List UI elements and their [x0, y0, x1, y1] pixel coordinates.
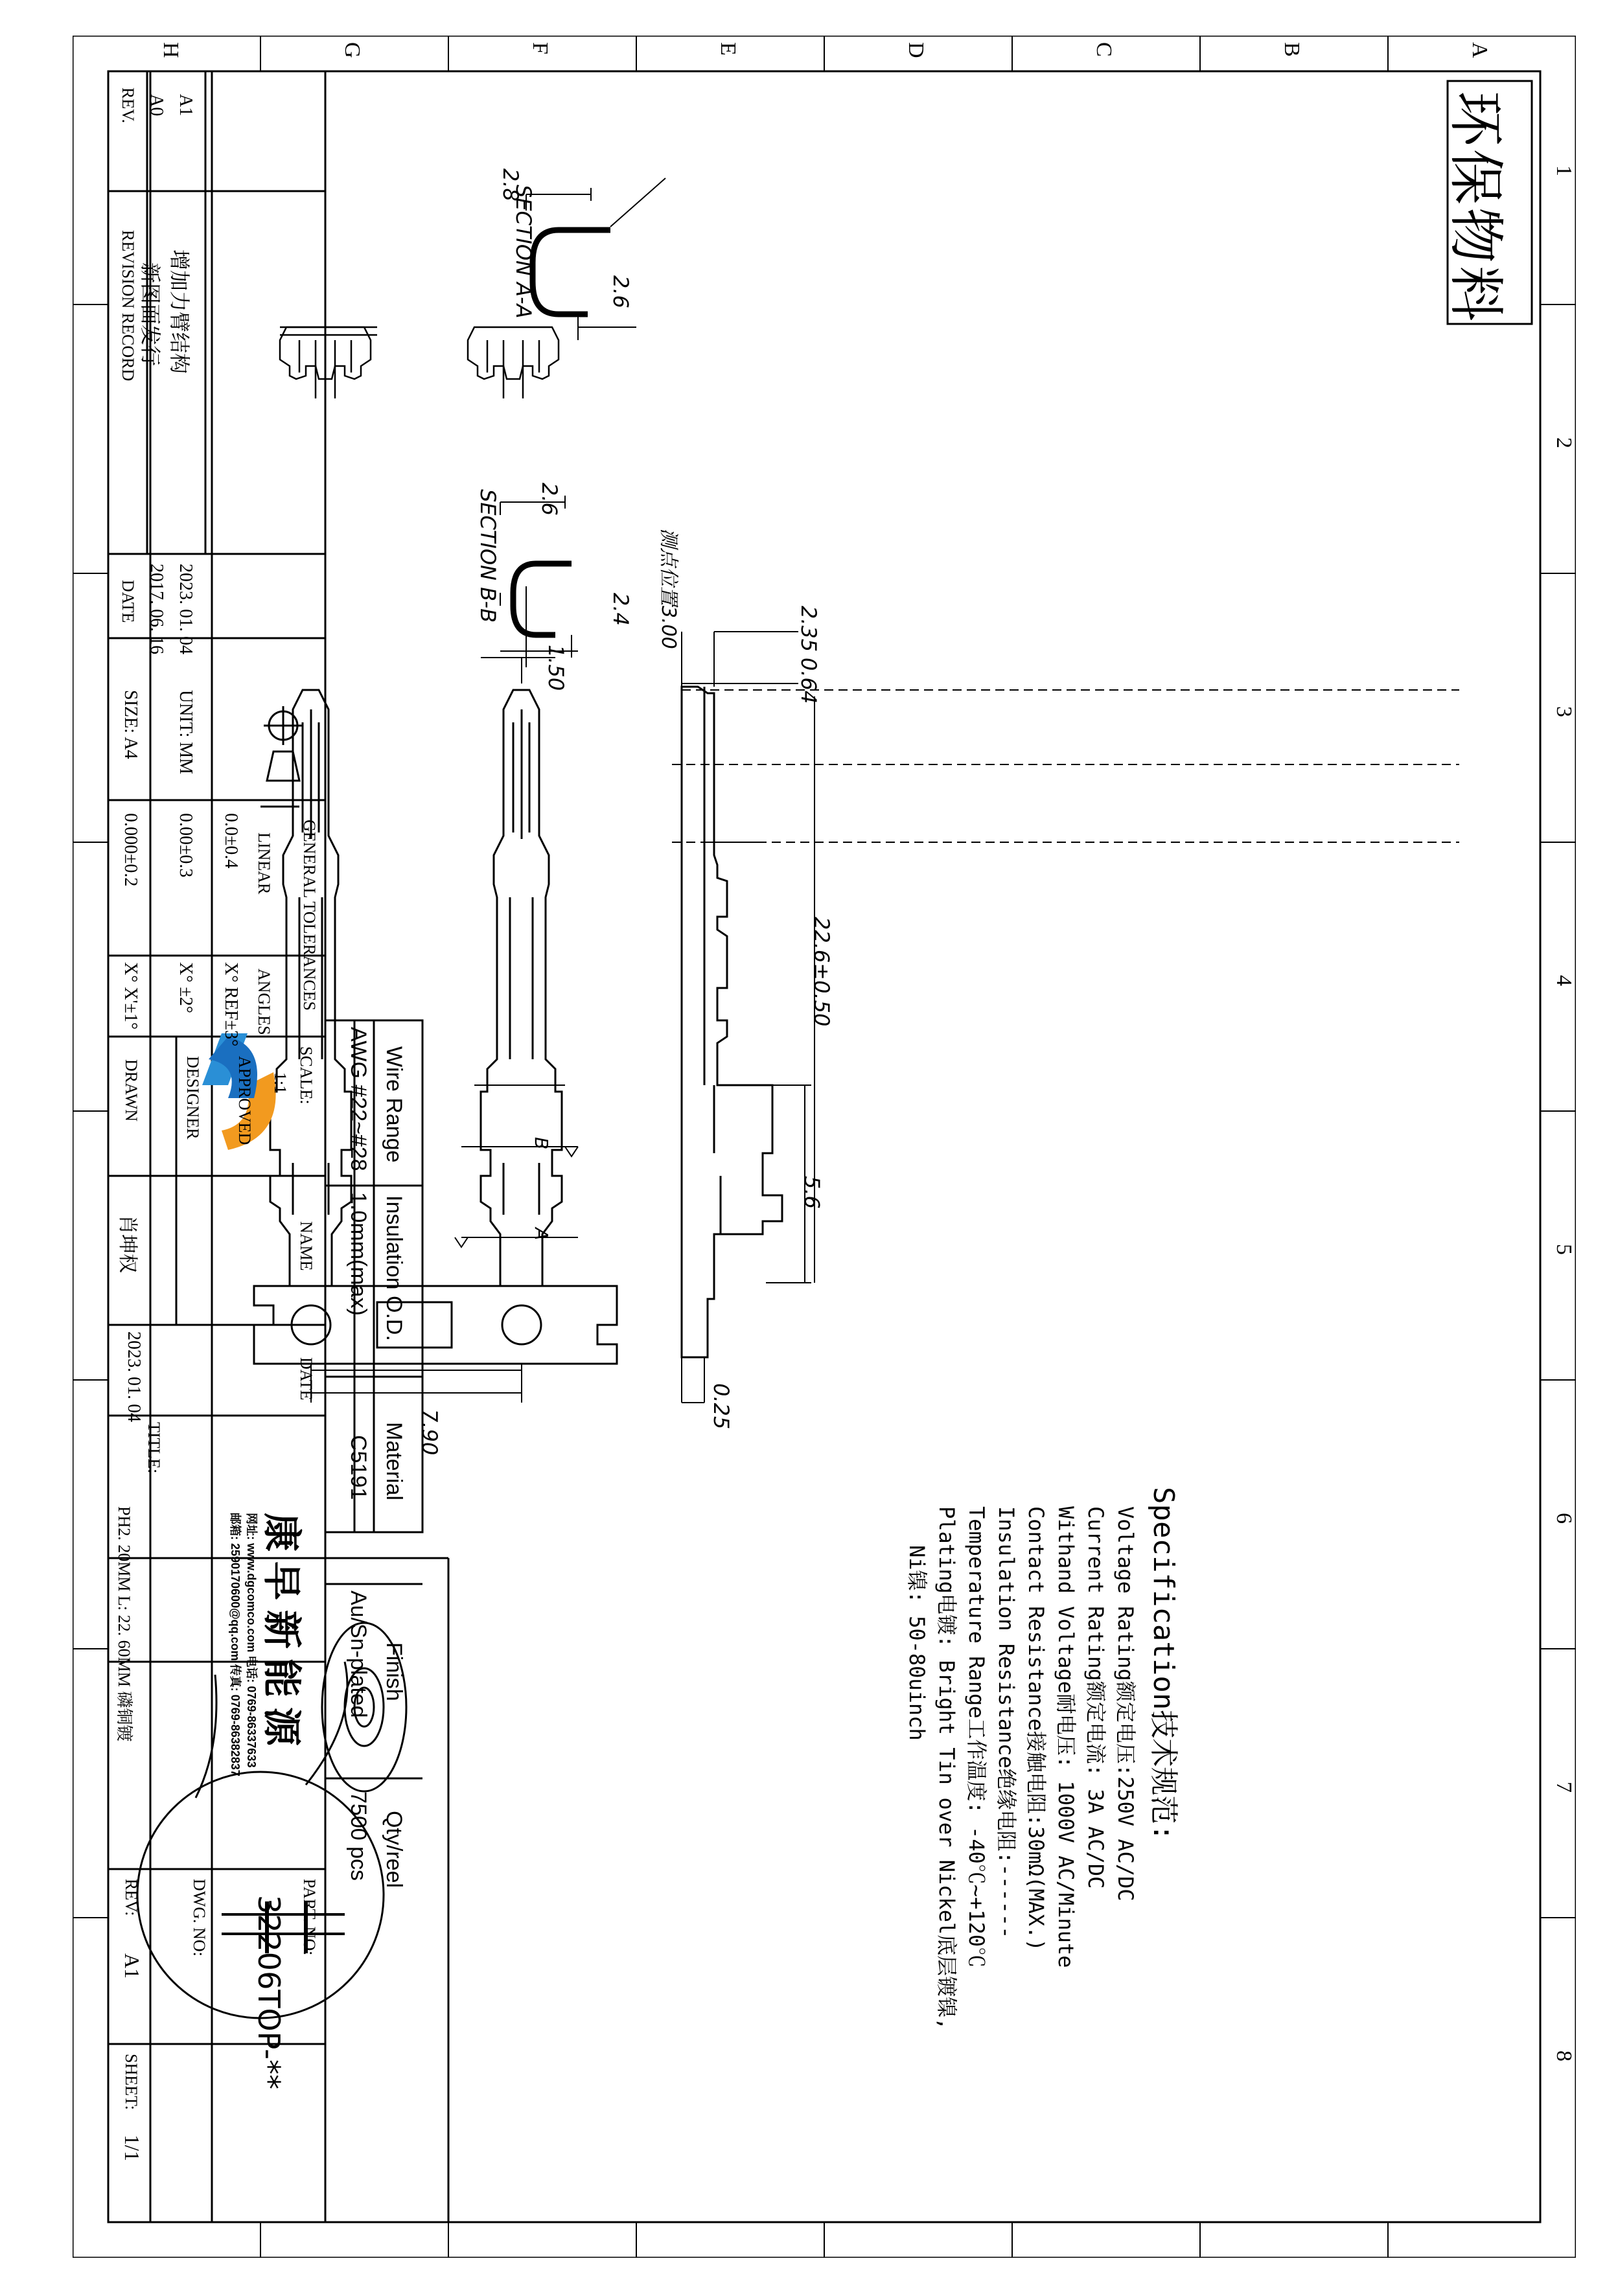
drawn-label: DRAWN	[122, 1059, 141, 1122]
size-label: SIZE: A4	[121, 690, 141, 759]
zone-letter-g: G	[340, 42, 364, 58]
contact-line-1: 网址: www.dgcomco.com 电话: 0769-86337633	[245, 1513, 258, 1768]
rev-record-a1: 增加力臂结构	[168, 249, 191, 374]
unit-label: UNIT: MM	[176, 690, 196, 775]
rev-label: REV.	[119, 87, 137, 124]
section-aa-width: 2.8	[498, 168, 523, 201]
section-bb-title: SECTION B-B	[476, 489, 500, 623]
rev-label-tb: REV:	[122, 1879, 141, 1916]
zone-letter-c: C	[1092, 42, 1116, 57]
spec-line: Temperature Range工作温度: -40℃~+120℃	[964, 1506, 989, 1968]
designer-label: DESIGNER	[183, 1056, 202, 1140]
rev-value-tb: A1	[121, 1953, 144, 1979]
spec-line: Plating电镀: Bright Tin over Nickel底层镀镍,	[934, 1506, 959, 2030]
rotated-drawing	[73, 36, 1576, 2258]
spec-line: Voltage Rating额定电压:250V AC/DC	[1113, 1506, 1138, 1901]
zone-letter-h: H	[159, 42, 183, 58]
tol-angle-1: X° REF±3°	[221, 962, 241, 1047]
eco-stamp: 环保物料	[1444, 91, 1507, 324]
marker-a: A	[531, 1228, 552, 1241]
zone-letter-e: E	[716, 42, 740, 56]
spec-line: Ni镍: 50-80uinch	[905, 1545, 929, 1741]
zone-letter-b: B	[1280, 42, 1304, 57]
sheet-label: SHEET:	[122, 2054, 141, 2110]
zone-number-5: 5	[1552, 1244, 1576, 1255]
tol-angle-2: X° ±2°	[176, 962, 196, 1013]
part-no: 32206TOP-**	[251, 1895, 286, 2089]
info-value-finish: Au/Sn-plated	[346, 1590, 371, 1718]
dim-7-90: 7.90	[417, 1409, 442, 1456]
tol-linear-2: 0.00±0.3	[176, 813, 196, 878]
drawing-linework	[73, 36, 1576, 2258]
tol-angles-label: ANGLES	[255, 969, 273, 1035]
zone-number-8: 8	[1552, 2050, 1576, 2061]
dwg-no-label: DWG. NO:	[190, 1879, 209, 1957]
rev-date-a1: 2023. 01. 04	[176, 564, 196, 654]
spec-line: Withand Voltage耐电压: 1000V AC/Minute	[1054, 1506, 1078, 1968]
dim-5-6: 5.6	[800, 1176, 824, 1209]
spec-line: Contact Resistance接触电阻:30mΩ(MAX.)	[1024, 1506, 1048, 1951]
scale-label: SCALE:	[297, 1046, 316, 1105]
rev-record-label: REVISION RECORD	[119, 230, 137, 382]
dim-0-64: 0.64	[796, 658, 821, 704]
info-value-od: 1.0mm(max)	[346, 1192, 371, 1316]
tol-title: GENERAL TOLERANCES	[300, 820, 319, 1011]
dim-0-25: 0.25	[709, 1383, 734, 1430]
info-header-qty: Qty/reel	[382, 1811, 406, 1888]
scale-value: 1:1	[271, 1072, 290, 1094]
rev-date-a0: 2017. 06. 16	[146, 564, 167, 654]
title-text: PH2. 20MM L: 22. 60MM 磷铜镀	[115, 1506, 133, 1742]
zone-number-4: 4	[1552, 975, 1576, 986]
zone-letter-a: A	[1468, 42, 1492, 58]
section-aa-height: 2.6	[608, 275, 633, 308]
tol-linear-label: LINEAR	[255, 832, 273, 895]
spec-line: Insulation Resistance绝缘电阻:------	[994, 1506, 1019, 1939]
spec-title: Specification技术规范:	[1147, 1487, 1180, 1841]
zone-number-7: 7	[1552, 1782, 1576, 1793]
name-label: NAME	[297, 1221, 316, 1271]
rev-a0: A0	[146, 94, 167, 117]
measure-note: 测点位置3.00	[657, 528, 680, 649]
zone-number-6: 6	[1552, 1513, 1576, 1524]
rev-record-a0: 新图面发行	[139, 262, 162, 367]
zone-letter-d: D	[904, 42, 928, 58]
info-header-wire-range: Wire Range	[382, 1046, 406, 1163]
info-value-awg: AWG #22~#28	[346, 1027, 371, 1171]
sheet-value: 1/1	[121, 2135, 144, 2161]
marker-b: B	[531, 1137, 552, 1150]
tol-angle-3: X° X'±1°	[121, 962, 141, 1030]
zone-number-1: 1	[1552, 165, 1576, 176]
info-value-material: C5191	[346, 1435, 371, 1500]
section-bb-height: 2.4	[608, 593, 633, 626]
drawn-date: 2023. 01. 04	[124, 1331, 144, 1422]
dim-22-6: 22.6±0.50	[809, 917, 834, 1027]
zone-number-2: 2	[1552, 437, 1576, 448]
info-header-finish: Finish	[382, 1642, 406, 1701]
dim-2-35: 2.35	[796, 606, 821, 652]
zone-letter-f: F	[528, 42, 552, 54]
tol-linear-1: 0.0±0.4	[221, 813, 241, 869]
info-header-material: Material	[382, 1422, 406, 1500]
rev-date-label: DATE	[119, 580, 137, 623]
approved-label: APPROVED	[235, 1056, 254, 1145]
tol-linear-3: 0.000±0.2	[121, 813, 141, 887]
info-value-qty: 7500 pcs	[346, 1791, 371, 1881]
zone-number-3: 3	[1552, 706, 1576, 717]
info-header-insulation: Insulation O.D.	[382, 1195, 406, 1341]
part-no-label: PART. NO:	[300, 1879, 319, 1956]
spec-block	[902, 1487, 1187, 2135]
section-bb-width: 2.6	[537, 483, 562, 516]
contact-line-2: 邮箱: 2590170600@qq.com 传真: 0769-86382837	[229, 1513, 242, 1776]
section-aa-title: SECTION A-A	[511, 185, 536, 319]
date-label: DATE	[297, 1357, 316, 1401]
company-name: 康 早 新 能 源	[260, 1513, 303, 1746]
drawn-name: 肖坤权	[117, 1215, 138, 1273]
title-label: TITLE:	[144, 1422, 163, 1474]
rev-a1: A1	[176, 94, 196, 117]
spec-line: Current Rating额定电流: 3A AC/DC	[1083, 1506, 1108, 1889]
dim-1-50: 1.50	[544, 645, 568, 691]
